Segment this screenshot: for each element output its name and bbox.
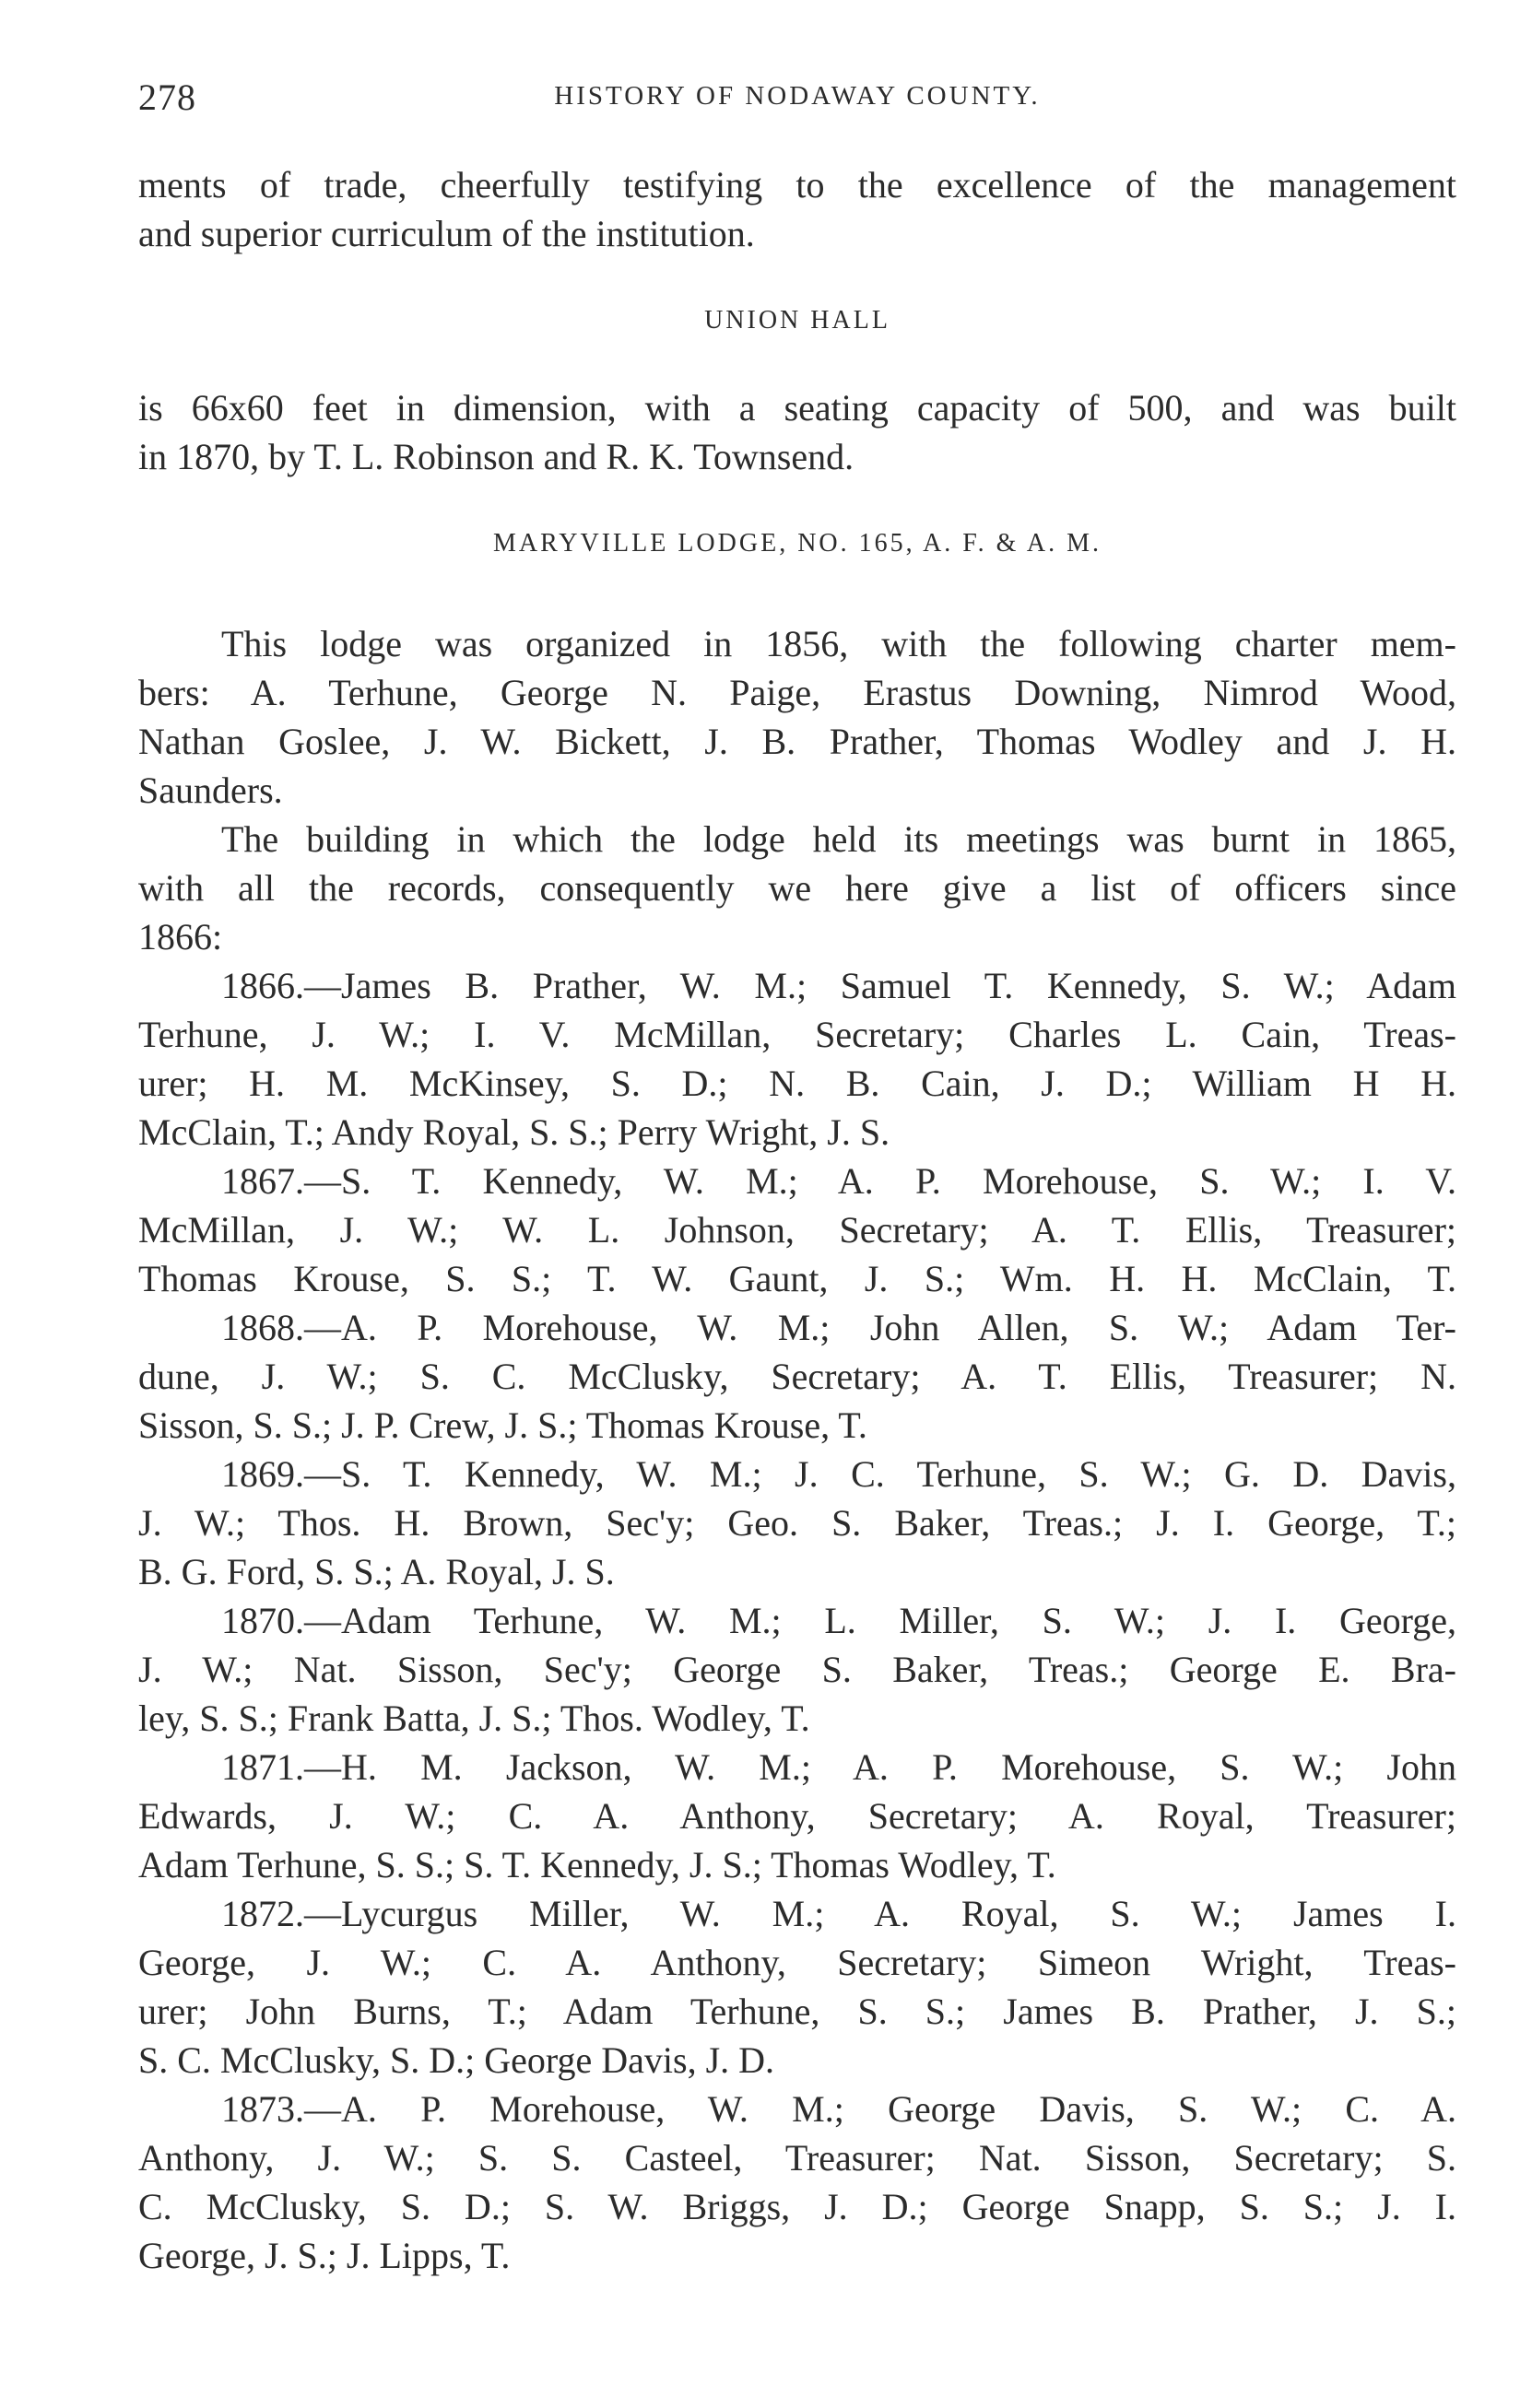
officers-entry-1873 — [138, 2085, 1456, 2280]
officers-entry-1869 — [138, 1450, 1456, 1596]
text-line: 1870.—Adam Terhune, W. M.; L. Miller, S. W.; J. I. George, — [221, 1600, 1456, 1641]
running-title: HISTORY OF NODAWAY COUNTY. — [554, 81, 1041, 111]
text-line: and superior curriculum of the institution. — [138, 213, 755, 254]
text-line: B. G. Ford, S. S.; A. Royal, J. S. — [138, 1551, 615, 1592]
organized-paragraph — [138, 619, 1456, 815]
text-line: urer; John Burns, T.; Adam Terhune, S. S.; James B. Prather, J. S.; — [138, 1991, 1456, 2032]
text-line: ley, S. S.; Frank Batta, J. S.; Thos. Wodley, T. — [138, 1697, 810, 1739]
officers-entry-1871 — [138, 1743, 1456, 1889]
text-line: C. McClusky, S. D.; S. W. Briggs, J. D.; George Snapp, S. S.; J. I. — [138, 2186, 1456, 2227]
text-line: 1866.—James B. Prather, W. M.; Samuel T. Kennedy, S. W.; Adam — [221, 965, 1456, 1006]
section-heading-union-hall: UNION HALL — [704, 306, 890, 335]
text-line: This lodge was organized in 1856, with the following charter mem- — [221, 623, 1456, 664]
text-line: 1867.—S. T. Kennedy, W. M.; A. P. Morehouse, S. W.; I. V. — [221, 1160, 1456, 1202]
union-hall-paragraph — [138, 383, 1456, 481]
text-line: with all the records, consequently we here give a list of officers since — [138, 867, 1456, 909]
text-line: George, J. W.; C. A. Anthony, Secretary; Simeon Wright, Treas- — [138, 1942, 1456, 1983]
text-line: bers: A. Terhune, George N. Paige, Erastus Downing, Nimrod Wood, — [138, 672, 1456, 713]
text-line: The building in which the lodge held its meetings was burnt in 1865, — [221, 818, 1456, 860]
text-line: 1869.—S. T. Kennedy, W. M.; J. C. Terhune, S. W.; G. D. Davis, — [221, 1453, 1456, 1495]
officers-entry-1867 — [138, 1157, 1456, 1303]
text-line: George, J. S.; J. Lipps, T. — [138, 2235, 511, 2276]
officers-entry-1872 — [138, 1889, 1456, 2085]
text-line: Sisson, S. S.; J. P. Crew, J. S.; Thomas Krouse, T. — [138, 1404, 867, 1446]
text-line: in 1870, by T. L. Robinson and R. K. Townsend. — [138, 436, 854, 477]
text-line: Nathan Goslee, J. W. Bickett, J. B. Prather, Thomas Wodley and J. H. — [138, 721, 1456, 762]
text-line: ments of trade, cheerfully testifying to the excellence of the management — [138, 164, 1456, 206]
text-line: 1866: — [138, 916, 223, 957]
officers-list — [138, 961, 1456, 2280]
text-line: 1871.—H. M. Jackson, W. M.; A. P. Morehouse, S. W.; John — [221, 1746, 1456, 1788]
text-line: Anthony, J. W.; S. S. Casteel, Treasurer; Nat. Sisson, Secretary; S. — [138, 2137, 1456, 2179]
intro-paragraph — [138, 160, 1456, 258]
officers-entry-1866 — [138, 961, 1456, 1157]
officers-entry-1870 — [138, 1596, 1456, 1743]
text-line: is 66x60 feet in dimension, with a seating capacity of 500, and was built — [138, 387, 1456, 429]
text-line: 1872.—Lycurgus Miller, W. M.; A. Royal, S. W.; James I. — [221, 1893, 1456, 1934]
text-line: Edwards, J. W.; C. A. Anthony, Secretary; A. Royal, Treasurer; — [138, 1795, 1456, 1837]
text-line: dune, J. W.; S. C. McClusky, Secretary; A. T. Ellis, Treasurer; N. — [138, 1356, 1456, 1397]
text-line: Thomas Krouse, S. S.; T. W. Gaunt, J. S.; Wm. H. H. McClain, T. — [138, 1258, 1456, 1299]
officers-entry-1868 — [138, 1303, 1456, 1450]
text-line: S. C. McClusky, S. D.; George Davis, J. D. — [138, 2039, 775, 2081]
page-body — [138, 160, 1456, 2280]
text-line: Saunders. — [138, 769, 283, 811]
page-header — [138, 76, 1456, 131]
text-line: urer; H. M. McKinsey, S. D.; N. B. Cain, J. D.; William H H. — [138, 1063, 1456, 1104]
text-line: McMillan, J. W.; W. L. Johnson, Secretary; A. T. Ellis, Treasurer; — [138, 1209, 1456, 1251]
building-paragraph — [138, 815, 1456, 961]
text-line: McClain, T.; Andy Royal, S. S.; Perry Wright, J. S. — [138, 1111, 890, 1153]
page-number: 278 — [138, 76, 196, 118]
text-line: J. W.; Nat. Sisson, Sec'y; George S. Baker, Treas.; George E. Bra- — [138, 1649, 1456, 1690]
text-line: J. W.; Thos. H. Brown, Sec'y; Geo. S. Baker, Treas.; J. I. George, T.; — [138, 1502, 1456, 1544]
text-line: 1873.—A. P. Morehouse, W. M.; George Davis, S. W.; C. A. — [221, 2088, 1456, 2130]
section-heading-lodge: MARYVILLE LODGE, NO. 165, A. F. & A. M. — [493, 529, 1102, 558]
text-line: Adam Terhune, S. S.; S. T. Kennedy, J. S.; Thomas Wodley, T. — [138, 1844, 1056, 1885]
text-line: 1868.—A. P. Morehouse, W. M.; John Allen, S. W.; Adam Ter- — [221, 1307, 1456, 1348]
text-line: Terhune, J. W.; I. V. McMillan, Secretary; Charles L. Cain, Treas- — [138, 1014, 1456, 1055]
